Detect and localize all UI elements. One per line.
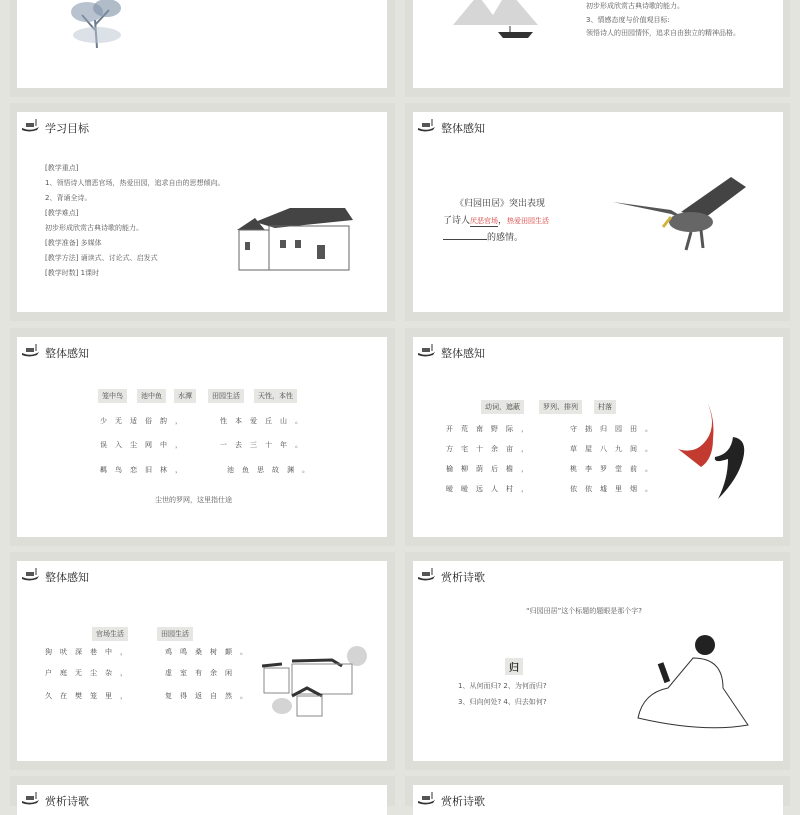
text-line: [教学方法] 诵读式、讨论式、启发式 [45,254,158,262]
ink-boat-icon [21,567,41,583]
annotation-note: 尘世的罗网，这里指仕途 [155,496,232,504]
answer-blank: 热爱田园生活 [507,217,550,225]
poem-line: 性本爱丘山。 [220,417,310,425]
poem-line: 狗吠深巷中， [45,648,135,656]
text-line: 1、领悟诗人憎恶官场，热爱田园，追求自由的思想倾向。 [45,179,225,187]
ink-landscape-boat-illustration [448,0,558,45]
poem-line: 桃李罗堂前。 [570,465,660,473]
ink-eagle-illustration [611,172,751,260]
question-row: 3、归向何处? 4、归去如何? [458,698,547,706]
text-line: 《归园田居》突出表现 [455,199,546,209]
poem-line: 草屋八九间。 [570,445,660,453]
text-line: [教学时数] 1课时 [45,269,100,277]
poem-line: 羁鸟恋旧林， [100,466,190,474]
slide-thumbnail[interactable] [17,0,387,88]
text-line: [教学重点] [45,164,79,172]
text: 的感情。 [487,233,524,243]
slide-title: 赏析诗歌 [45,795,89,808]
slide-title: 整体感知 [45,571,89,584]
poem-line: 方宅十余亩， [446,445,536,453]
slide-title: 整体感知 [441,347,485,360]
slide-thumbnail[interactable] [17,561,387,761]
slide-title: 赏析诗歌 [441,571,485,584]
poem-line: 池鱼思故渊。 [227,466,317,474]
key-character: 归 [505,658,523,675]
text-line: 3、情感态度与价值观目标: [586,16,670,24]
annotation-tag: 天性，本性 [254,389,297,403]
annotation-tag: 水潭 [174,389,196,403]
text-line: 领悟诗人的田园情怀，追求自由独立的精神品格。 [586,29,740,37]
poem-line: 依依墟里烟。 [570,485,660,493]
ink-boat-icon [21,343,41,359]
ink-scholar-figure-illustration [623,633,753,733]
slide-title: 赏析诗歌 [441,795,485,808]
slide-title: 学习目标 [45,122,89,135]
annotation-tag: 动词，遮蔽 [481,400,524,414]
slide-thumbnail[interactable] [413,561,783,761]
text-line: [教学难点] [45,209,79,217]
text-line: 初步形成欣赏古典诗歌的能力。 [45,224,143,232]
ink-tree-illustration [57,0,137,48]
poem-line: 复得返自然。 [165,692,255,700]
ink-boat-icon [21,791,41,807]
annotation-tag: 罗列、排列 [539,400,582,414]
text-line: [教学准备] 多媒体 [45,239,102,247]
slide-thumbnail[interactable] [17,337,387,537]
fill-blank-line [443,213,549,227]
poem-line: 鸡鸣桑树颠。 [165,648,255,656]
poem-line: 榆柳荫后檐， [446,465,536,473]
ink-boat-icon [417,567,437,583]
slide-thumbnail[interactable] [17,112,387,312]
annotation-tag: 笼中鸟 [98,389,127,403]
slide-thumbnail[interactable] [17,785,387,815]
poem-line: 暧暧远人村， [446,485,536,493]
annotation-tag: 村落 [594,400,616,414]
blank-underline [443,230,487,240]
ink-koi-fish-illustration [673,399,763,504]
ink-village-illustration [262,646,367,718]
poem-line: 开荒南野际， [446,425,536,433]
slide-thumbnail[interactable] [413,785,783,815]
poem-line: 少无适俗韵， [100,417,190,425]
slide-title: 整体感知 [45,347,89,360]
fill-blank-line [443,230,523,243]
ink-house-illustration [235,200,357,272]
annotation-tag: 官场生活 [92,627,128,641]
ink-boat-icon [417,118,437,134]
poem-line: 一去三十年。 [220,441,310,449]
ink-boat-icon [417,343,437,359]
slide-thumbnail[interactable] [413,112,783,312]
poem-line: 虚室有余闲 [165,669,240,677]
annotation-tag: 田园生活 [157,627,193,641]
annotation-tag: 池中鱼 [137,389,166,403]
slide-thumbnail[interactable] [413,0,783,88]
poem-line: 户庭无尘杂， [45,669,135,677]
poem-line: 误入尘网中， [100,441,190,449]
text: ， [498,216,508,226]
question-row: 1、从何而归? 2、为何而归? [458,682,547,690]
text-line: 初步形成欣赏古典诗歌的能力。 [586,2,684,10]
text-line: 2、背诵全诗。 [45,194,92,202]
slide-title: 整体感知 [441,122,485,135]
question-text: “归园田居”这个标题的题眼是那个字? [526,607,642,615]
slide-thumbnail[interactable] [413,337,783,537]
poem-line: 久在樊笼里， [45,692,135,700]
poem-line: 守拙归园田。 [570,425,660,433]
answer-blank: 厌恶官场 [470,217,499,225]
ink-boat-icon [417,791,437,807]
annotation-tag: 田园生活 [208,389,244,403]
text: 了诗人 [443,216,471,226]
ink-boat-icon [21,118,41,134]
